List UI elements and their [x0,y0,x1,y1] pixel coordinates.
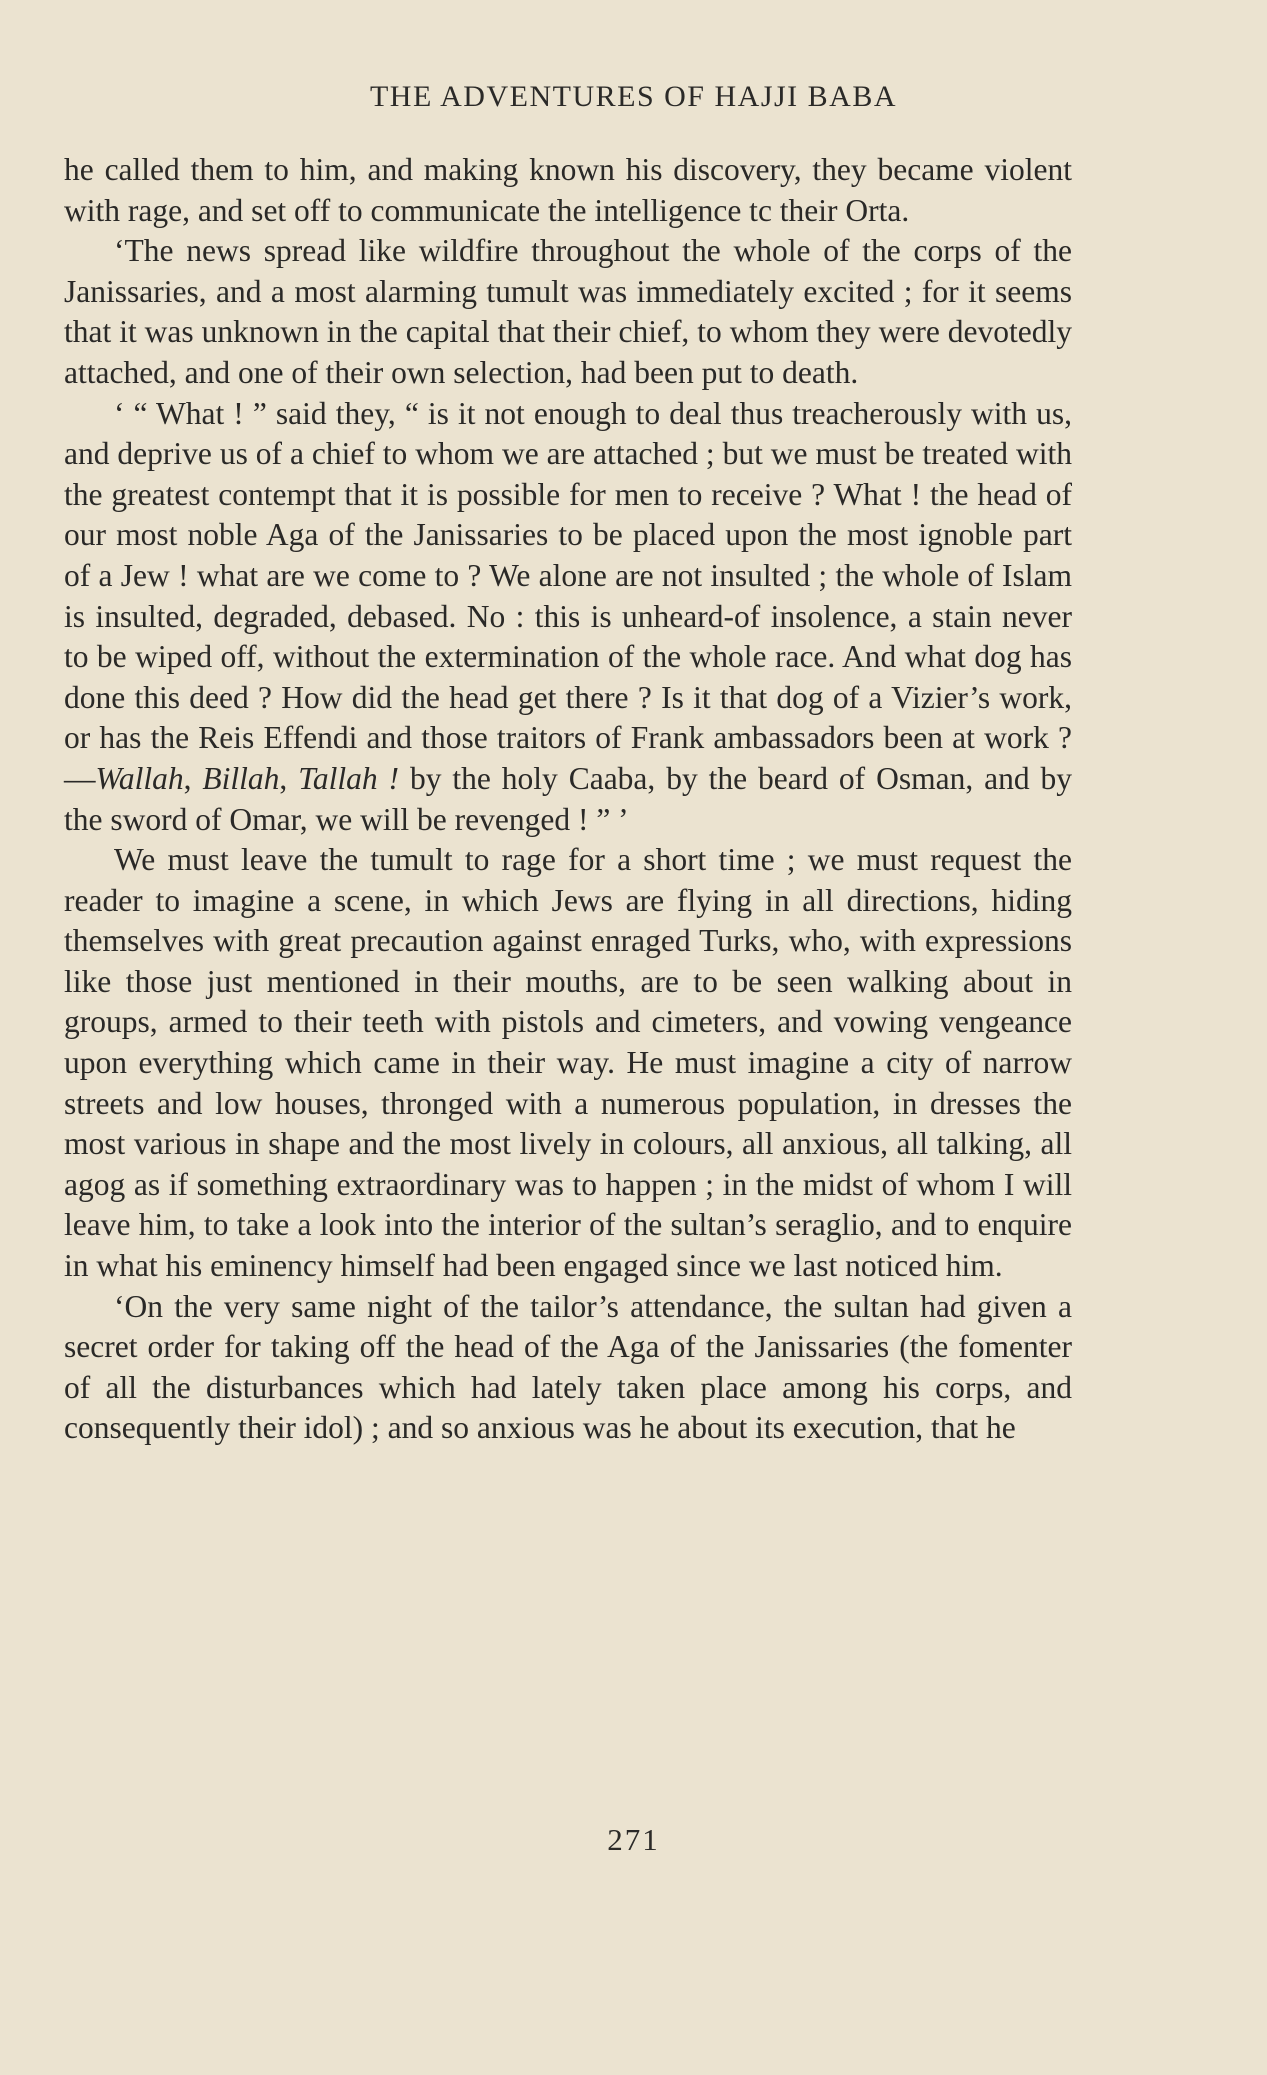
paragraph-2: ‘The news spread like wildfire throughout the whole of the corps of the Janissaries, and a most alarming tumult was immediately excited ; for it seems that it was unknown in the capital that their chief, to whom they were devotedly attached, and one of their own selection, had been put to death. [64,233,1072,390]
page-number: 271 [607,1822,660,1857]
paragraph-1: he called them to him, and making known his discovery, they became violent with rage, and set off to communicate the intelligence tc their Orta. [64,152,1072,228]
body-text [64,150,1072,1449]
italic-billah: Billah [202,760,280,796]
paragraph-5: ‘On the very same night of the tailor’s attendance, the sultan had given a secret order for taking off the head of the Aga of the Janissaries (the fomenter of all the disturbances which had lately taken place among his corps, and consequently their idol) ; and so anxious was he about its execution, that he [64,1288,1072,1446]
paragraph-3-text-start: ‘ “ What ! ” said they, “ is it not enough to deal thus treacherously with us, and deprive us of a chief to whom we are attached ; but we must be treated with the greatest contempt that it is possible for men to receive ? What ! the head of our most noble Aga of the Janissaries to be placed upon the most ignoble part of a Jew ! what are we come to ? We alone are not insulted ; the whole of Islam is insulted, degraded, debased. No : this is unheard-of insolence, a stain never to be wiped off, without the extermination of the whole race. And what dog has done this deed ? How did the head get there ? Is it that dog of a Vizier’s work, or has the Reis Effendi and those traitors of Frank ambassadors been at work ? — [64,395,1072,796]
paragraph-3 [64,394,1072,841]
italic-wallah: Wallah [95,760,184,796]
italic-tallah: Tallah ! [298,760,400,796]
paragraph-3-text-end: by the holy Caaba, by the beard of Osman, and by the sword of Omar, we will be revenged ! ” ’ [64,760,1073,837]
separator-2: , [279,760,299,796]
separator-1: , [183,760,203,796]
paragraph-4: We must leave the tumult to rage for a short time ; we must request the reader to imagine a scene, in which Jews are flying in all directions, hiding themselves with great precaution against enraged Turks, who, with expressions like those just mentioned in their mouths, are to be seen walking about in groups, armed to their teeth with pistols and cimeters, and vowing vengeance upon everything which came in their way. He must imagine a city of narrow streets and low houses, thronged with a numerous population, in dresses the most various in shape and the most lively in colours, all anxious, all talking, all agog as if something extraordinary was to happen ; in the midst of whom I will leave him, to take a look into the interior of the sultan’s seraglio, and to enquire in what his eminency himself had been engaged since we last noticed him. [64,842,1072,1284]
running-head: THE ADVENTURES OF HAJJI BABA [369,80,898,113]
